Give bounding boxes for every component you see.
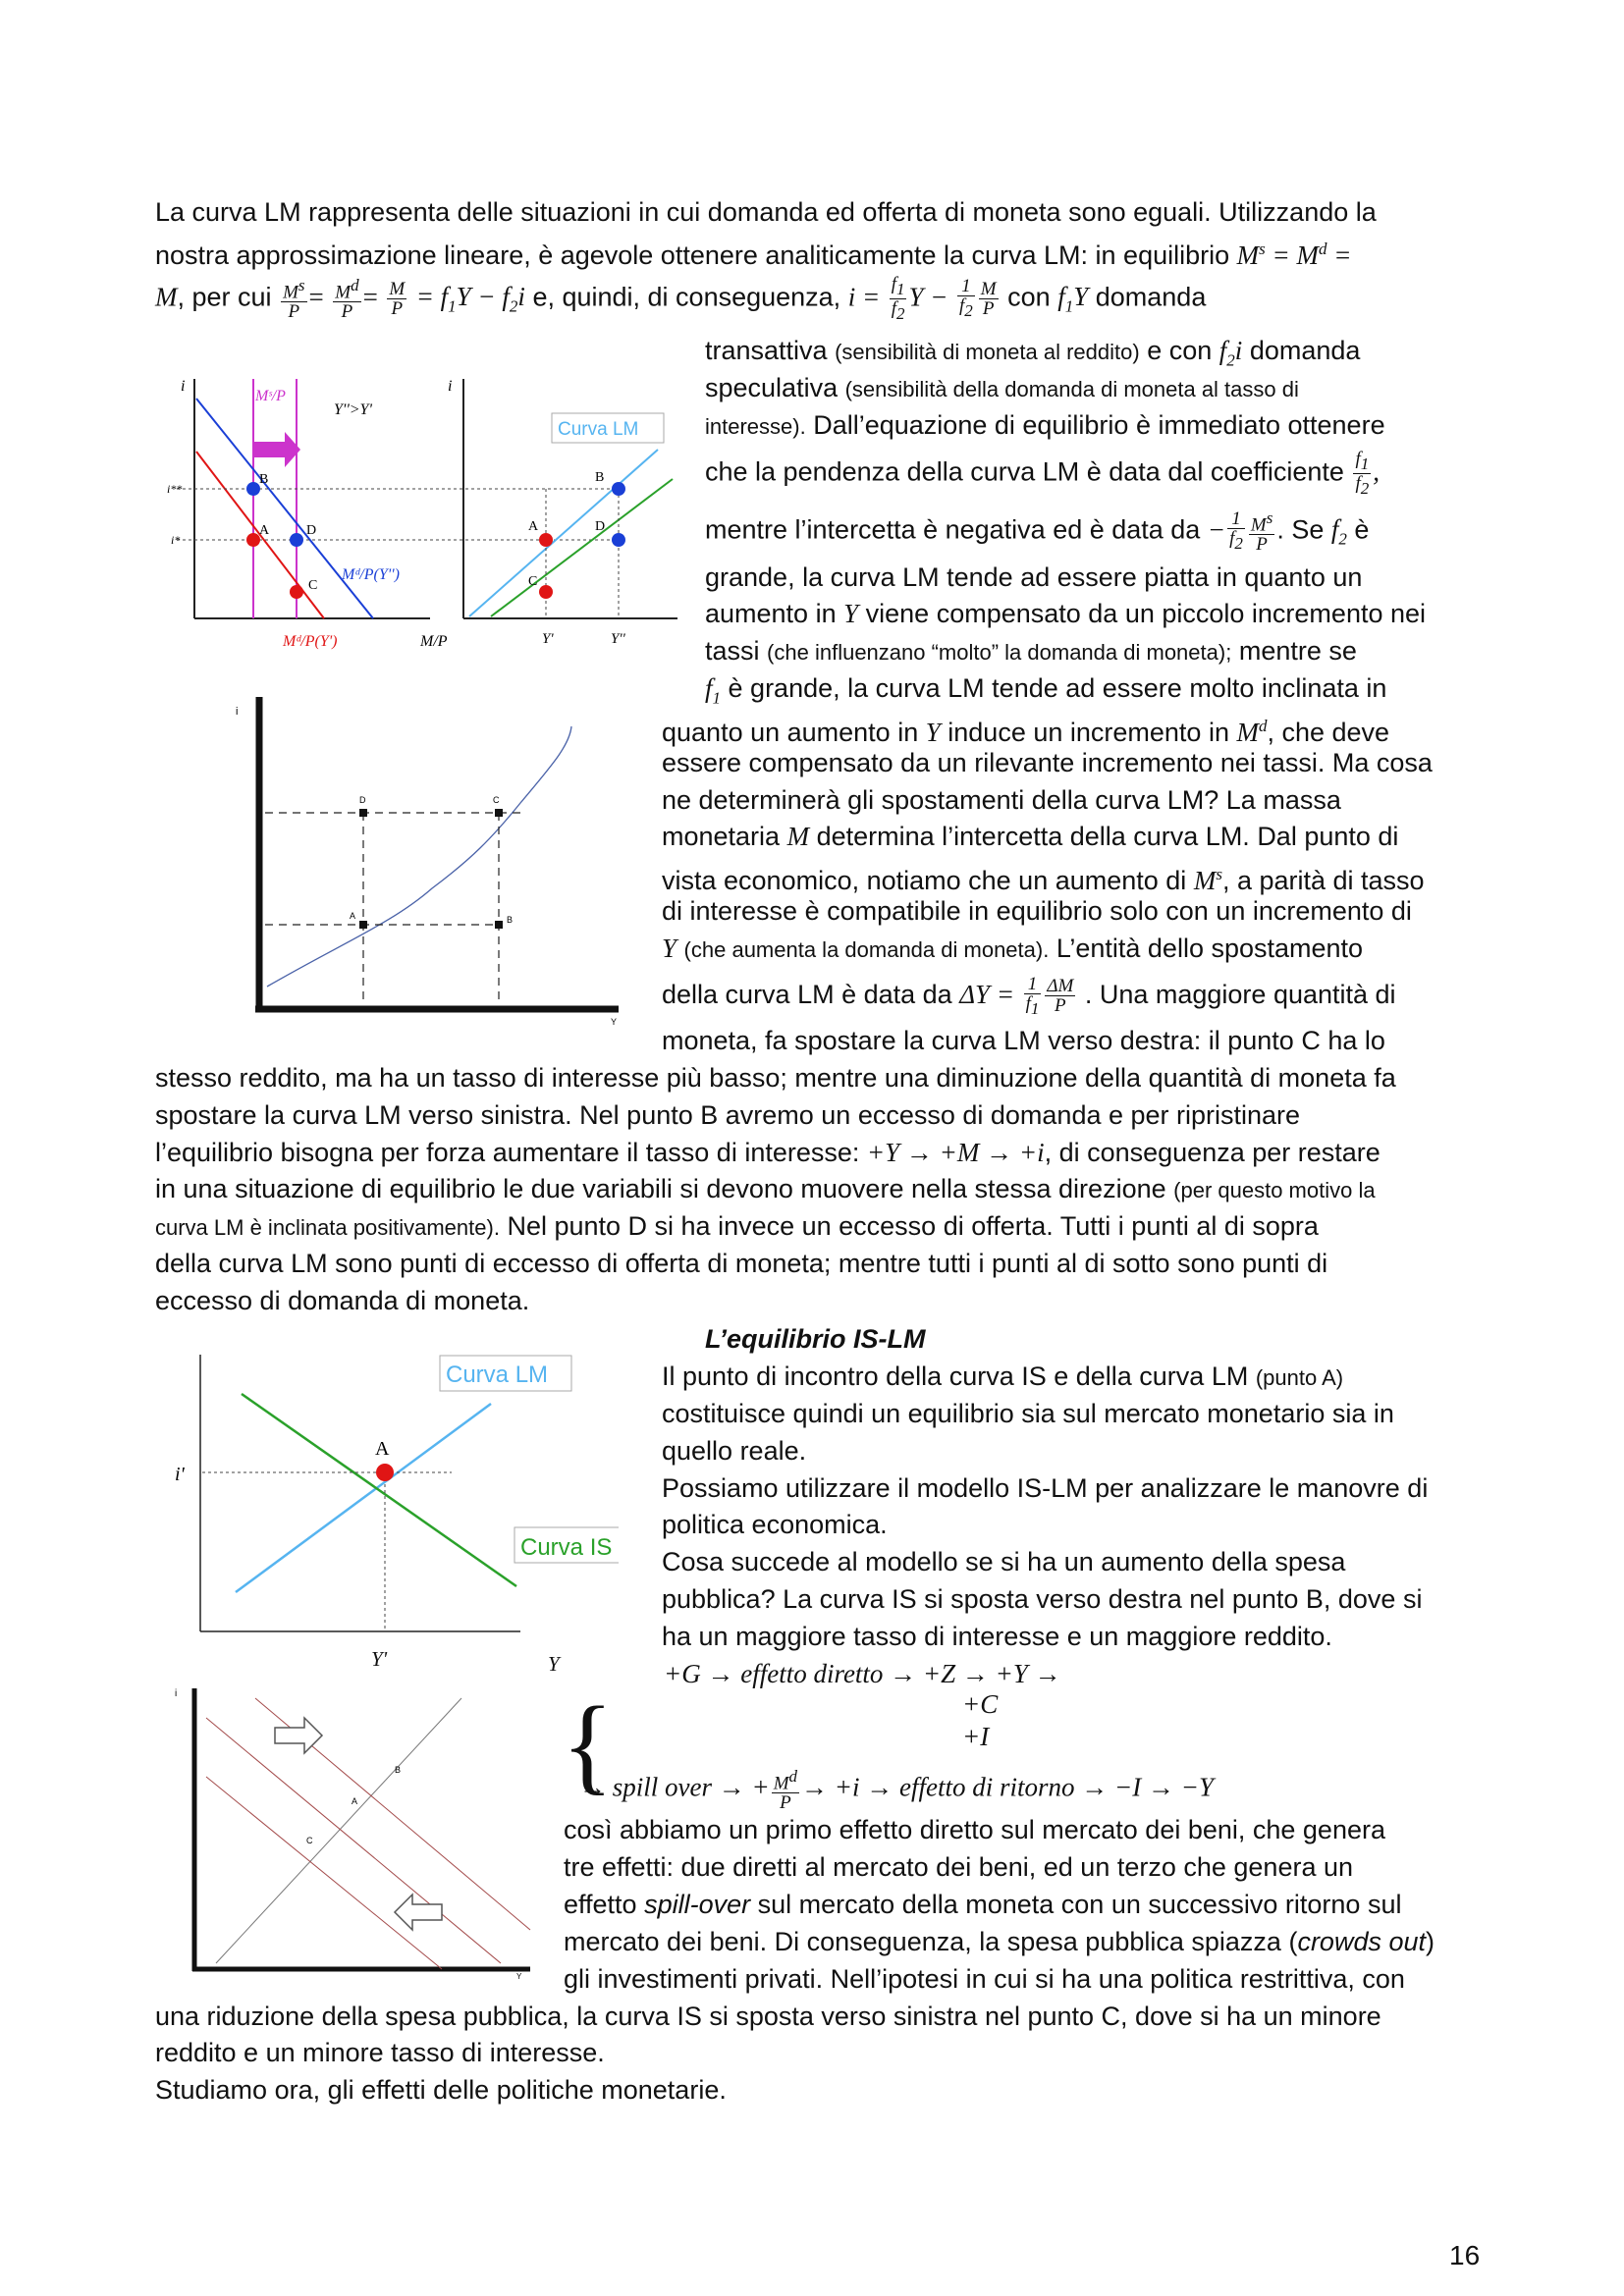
y1-label: Y' bbox=[542, 631, 554, 647]
point-a-right bbox=[539, 533, 553, 547]
text-span: , che deve bbox=[1267, 718, 1390, 747]
text-span: ) bbox=[1426, 1927, 1435, 1956]
text-line: gli investimenti privati. Nell’ipotesi in cui si ha una politica restrittiva, con bbox=[564, 1964, 1405, 1994]
text-line: della curva LM è data da ΔY = $\frac{1}{f_1}$ $\frac{\Delta M}{P}$ . Una maggiore quantità di bbox=[662, 974, 1396, 1018]
text-line: Studiamo ora, gli effetti delle politiche monetarie. bbox=[155, 2075, 727, 2105]
text-span: della curva LM è data da bbox=[662, 980, 952, 1010]
text-span: è grande, la curva LM tende ad essere molto inclinata in bbox=[728, 673, 1387, 703]
text-line: M, per cui $\frac{M^s}{P}$ = $\frac{M^d}{P}$ = $\frac{M}{P}$ = $f_1Y - f_2i$ e, quindi, di conseguenza, i = $\frac{f_1}{f_2}$ Y − $\frac{1}{f_2}$ $\frac{M}{P}$ con $f_1Y$ domanda bbox=[155, 274, 1207, 323]
is-lm-equilibrium-figure bbox=[167, 1345, 619, 1639]
text-line: quello reale. bbox=[662, 1436, 807, 1466]
text-span: . Se bbox=[1276, 514, 1325, 545]
point-d-right bbox=[612, 533, 625, 547]
text-span: Nel punto D si ha invece un eccesso di offerta. Tutti i punti al di sopra bbox=[507, 1211, 1319, 1241]
text-line: stesso reddito, ma ha un tasso di interesse più basso; mentre una diminuzione della quantità di moneta fa bbox=[155, 1063, 1396, 1093]
text-line: vista economico, notiamo che un aumento di $M^s$, a parità di tasso bbox=[662, 865, 1425, 895]
text-line: moneta, fa spostare la curva LM verso destra: il punto C ha lo bbox=[662, 1026, 1385, 1055]
md1-label: Mᵈ/P(Y') bbox=[283, 633, 338, 650]
text-span: è bbox=[1354, 514, 1370, 545]
text-span: monetaria bbox=[662, 822, 781, 851]
text-line: che la pendenza della curva LM è data dal coefficiente $\frac{f_1}{f_2}$ , bbox=[705, 449, 1380, 498]
text-span: (sensibilità di moneta al reddito) bbox=[835, 340, 1140, 364]
text-line: Cosa succede al modello se si ha un aumento della spesa bbox=[662, 1547, 1346, 1576]
text-line bbox=[662, 1359, 1343, 1396]
y-axis-label: Y bbox=[611, 1017, 618, 1027]
text-line: transattiva (sensibilità di moneta al reddito) e con $f_2i$ domanda bbox=[705, 336, 1361, 370]
text-span: → +i → effetto di ritorno → −I → −Y bbox=[801, 1772, 1214, 1802]
label-c: C bbox=[308, 578, 318, 593]
text-span: L’entità dello spostamento bbox=[1056, 934, 1364, 963]
effect-chain: +I bbox=[962, 1722, 990, 1751]
text-line bbox=[705, 370, 1299, 407]
i-label: i' bbox=[175, 1464, 185, 1485]
point-b bbox=[495, 921, 503, 929]
text-line: Possiamo utilizzare il modello IS-LM per analizzare le manovre di bbox=[662, 1473, 1429, 1503]
text-span: mentre l’intercetta è negativa ed è data da bbox=[705, 514, 1201, 545]
text-span: sul mercato della moneta con un successivo ritorno sul bbox=[757, 1890, 1402, 1919]
i1-label: i* bbox=[171, 533, 181, 547]
text-line: mentre l’intercetta è negativa ed è data da − $\frac{1}{f_2}$ $\frac{M^s}{P}$ . Se $f_2$ è bbox=[705, 508, 1370, 556]
text-line: pubblica? La curva IS si sposta verso destra nel punto B, dove si bbox=[662, 1584, 1423, 1614]
text-span: (per questo motivo la bbox=[1173, 1178, 1376, 1202]
label-c-right: C bbox=[528, 574, 538, 589]
mp-label: M/P bbox=[420, 633, 448, 650]
text-line: La curva LM rappresenta delle situazioni in cui domanda ed offerta di moneta sono eguali. Utilizzando la bbox=[155, 197, 1377, 227]
text-line: una riduzione della spesa pubblica, la curva IS si sposta verso sinistra nel punto C, dove si ha un minore bbox=[155, 2002, 1381, 2031]
text-line: della curva LM sono punti di eccesso di offerta di moneta; mentre tutti i punti al di sotto sono punti di bbox=[155, 1249, 1328, 1278]
point-a bbox=[359, 921, 367, 929]
text-span: , per cui bbox=[177, 282, 272, 312]
text-line: ne determinerà gli spostamenti della curva LM? La massa bbox=[662, 785, 1341, 815]
effect-chain: +G → effetto diretto → +Z → +Y → bbox=[664, 1659, 1061, 1688]
text-span: curva LM è inclinata positivamente). bbox=[155, 1215, 500, 1240]
i-axis-label: i bbox=[236, 706, 239, 718]
money-market-lm-figure bbox=[167, 371, 687, 656]
text-span: domanda bbox=[1095, 282, 1207, 312]
text-line bbox=[564, 1924, 1435, 1960]
point-b bbox=[246, 482, 260, 496]
curva-lm-label: Curva LM bbox=[558, 419, 639, 440]
i-axis-label: i bbox=[175, 1688, 178, 1699]
text-line bbox=[705, 633, 1357, 670]
text-span: (punto A) bbox=[1255, 1365, 1344, 1390]
label-b: B bbox=[507, 915, 514, 925]
point-d bbox=[359, 809, 367, 817]
text-span: transattiva bbox=[705, 336, 828, 365]
text-line: monetaria M determina l’intercetta della curva LM. Dal punto di bbox=[662, 822, 1399, 851]
point-d bbox=[290, 533, 303, 547]
curva-is-label: Curva IS bbox=[520, 1534, 613, 1561]
text-span: crowds out bbox=[1297, 1927, 1426, 1956]
text-span: Dall’equazione di equilibrio è immediato ottenere bbox=[813, 410, 1385, 440]
text-line: essere compensato da un rilevante incremento nei tassi. Ma cosa bbox=[662, 748, 1433, 777]
text-span: determina l’intercetta della curva LM. Dal punto di bbox=[816, 822, 1399, 851]
label-a: A bbox=[352, 1796, 358, 1806]
text-span: che la pendenza della curva LM è data dal coefficiente bbox=[705, 456, 1344, 487]
label-a-right: A bbox=[528, 519, 539, 534]
text-span: , di conseguenza per restare bbox=[1044, 1138, 1380, 1167]
text-line bbox=[155, 1208, 1319, 1246]
text-span: in una situazione di equilibrio le due variabili si devono muovere nella stessa direzione bbox=[155, 1174, 1166, 1203]
text-line: spostare la curva LM verso sinistra. Nel punto B avremo un eccesso di domanda e per ripristinare bbox=[155, 1100, 1301, 1130]
point-c bbox=[495, 809, 503, 817]
text-line bbox=[564, 1887, 1401, 1923]
label-b: B bbox=[395, 1765, 402, 1775]
label-d: D bbox=[359, 795, 366, 805]
text-span: l’equilibrio bisogna per forza aumentare il tasso di interesse: bbox=[155, 1138, 860, 1167]
label-d-right: D bbox=[595, 519, 606, 534]
text-line: politica economica. bbox=[662, 1510, 888, 1539]
effect-chain: → spill over → + $\frac{M^d}{P}$ → +i → effetto di ritorno → −I → −Y bbox=[579, 1767, 1214, 1814]
text-span: effetto bbox=[564, 1890, 637, 1919]
text-span: induce un incremento in bbox=[947, 718, 1229, 747]
text-span: nostra approssimazione lineare, è agevole ottenere analiticamente la curva LM: in equilibrio bbox=[155, 240, 1230, 270]
effect-chain: +C bbox=[962, 1689, 999, 1719]
text-span: mercato dei beni. Di conseguenza, la spesa pubblica spiazza ( bbox=[564, 1927, 1298, 1956]
text-span: Il punto di incontro della curva IS e della curva LM bbox=[662, 1362, 1249, 1391]
text-line: quanto un aumento in Y induce un incremento in $M^d$, che deve bbox=[662, 717, 1390, 747]
i-axis-label: i bbox=[181, 378, 186, 395]
label-c: C bbox=[493, 795, 500, 805]
text-span: vista economico, notiamo che un aumento di bbox=[662, 866, 1187, 895]
label-c: C bbox=[306, 1836, 313, 1845]
text-span: mentre se bbox=[1238, 636, 1357, 666]
point-b-right bbox=[612, 482, 625, 496]
text-line bbox=[705, 407, 1385, 445]
text-line: così abbiamo un primo effetto diretto sul mercato dei beni, che genera bbox=[564, 1815, 1385, 1844]
text-line bbox=[155, 1171, 1376, 1208]
text-line: aumento in Y viene compensato da un piccolo incremento nei bbox=[705, 599, 1427, 628]
text-span: (sensibilità della domanda di moneta al tasso di bbox=[844, 377, 1299, 401]
point-c-right bbox=[539, 585, 553, 599]
text-line: reddito e un minore tasso di interesse. bbox=[155, 2038, 605, 2067]
text-span: e con bbox=[1147, 336, 1213, 365]
text-line: $f_1$ è grande, la curva LM tende ad essere molto inclinata in bbox=[705, 673, 1387, 708]
label-b-right: B bbox=[595, 470, 605, 485]
label-d: D bbox=[306, 523, 317, 538]
brace-symbol: { bbox=[562, 1684, 614, 1804]
page-number: 16 bbox=[1449, 2240, 1481, 2270]
text-span: tassi bbox=[705, 636, 760, 666]
label-a: A bbox=[375, 1438, 390, 1460]
text-line: grande, la curva LM tende ad essere piatta in quanto un bbox=[705, 562, 1363, 592]
ms-label: Mˢ/P bbox=[255, 388, 286, 404]
text-line: l’equilibrio bisogna per forza aumentare il tasso di interesse: +Y → +M → +i, di conseguenza per restare bbox=[155, 1138, 1380, 1167]
y-axis-label: Y bbox=[516, 1972, 522, 1981]
label-b: B bbox=[259, 472, 269, 487]
point-a bbox=[246, 533, 260, 547]
text-line: eccesso di domanda di moneta. bbox=[155, 1286, 530, 1315]
text-span: , a parità di tasso bbox=[1221, 866, 1425, 895]
text-line: tre effetti: due diretti al mercato dei beni, ed un terzo che genera un bbox=[564, 1852, 1354, 1882]
i-axis-label-right: i bbox=[448, 378, 453, 395]
label-a: A bbox=[259, 523, 270, 538]
text-span: . Una maggiore quantità di bbox=[1084, 980, 1396, 1010]
text-span: e, quindi, di conseguenza, bbox=[532, 282, 841, 312]
text-span: → spill over → + bbox=[579, 1772, 770, 1802]
text-span: (che influenzano “molto” la domanda di moneta); bbox=[767, 640, 1232, 665]
left-arrow-icon bbox=[395, 1895, 442, 1930]
text-span: spill-over bbox=[644, 1890, 751, 1919]
i2-label: i** bbox=[167, 482, 183, 496]
y1-label: Y' bbox=[371, 1647, 388, 1671]
text-line: Y (che aumenta la domanda di moneta). L’entità dello spostamento bbox=[662, 934, 1364, 963]
is-shift-figure bbox=[167, 1679, 550, 1983]
text-span: (che aumenta la domanda di moneta). bbox=[683, 937, 1050, 962]
text-span: speculativa bbox=[705, 373, 839, 402]
y-compare-label: Y''>Y' bbox=[334, 401, 372, 418]
math-span: M bbox=[155, 282, 178, 312]
y2-label: Y'' bbox=[611, 631, 625, 647]
text-line: costituisce quindi un equilibrio sia sul mercato monetario sia in bbox=[662, 1399, 1394, 1428]
text-span: quanto un aumento in bbox=[662, 718, 919, 747]
text-span: viene compensato da un piccolo incremento nei bbox=[865, 599, 1427, 628]
text-line: nostra approssimazione lineare, è agevole ottenere analiticamente la curva LM: in equilibrio $M^s = M^d$ = bbox=[155, 240, 1352, 270]
lm-shift-figure bbox=[226, 697, 628, 1031]
curva-lm-label: Curva LM bbox=[446, 1362, 549, 1388]
point-a bbox=[376, 1464, 394, 1481]
md2-label: Mᵈ/P(Y'') bbox=[342, 566, 400, 583]
text-span: aumento in bbox=[705, 599, 837, 628]
label-a: A bbox=[350, 911, 356, 921]
text-span: domanda bbox=[1249, 336, 1361, 365]
y-axis-label: Y bbox=[548, 1652, 560, 1676]
text-span: interesse). bbox=[705, 414, 806, 439]
text-line: di interesse è compatibile in equilibrio solo con un incremento di bbox=[662, 896, 1412, 926]
shift-arrow bbox=[253, 432, 300, 467]
point-c bbox=[290, 585, 303, 599]
text-span: con bbox=[1007, 282, 1051, 312]
text-line: ha un maggiore tasso di interesse e un maggiore reddito. bbox=[662, 1622, 1332, 1651]
section-heading: L’equilibrio IS-LM bbox=[705, 1324, 926, 1354]
